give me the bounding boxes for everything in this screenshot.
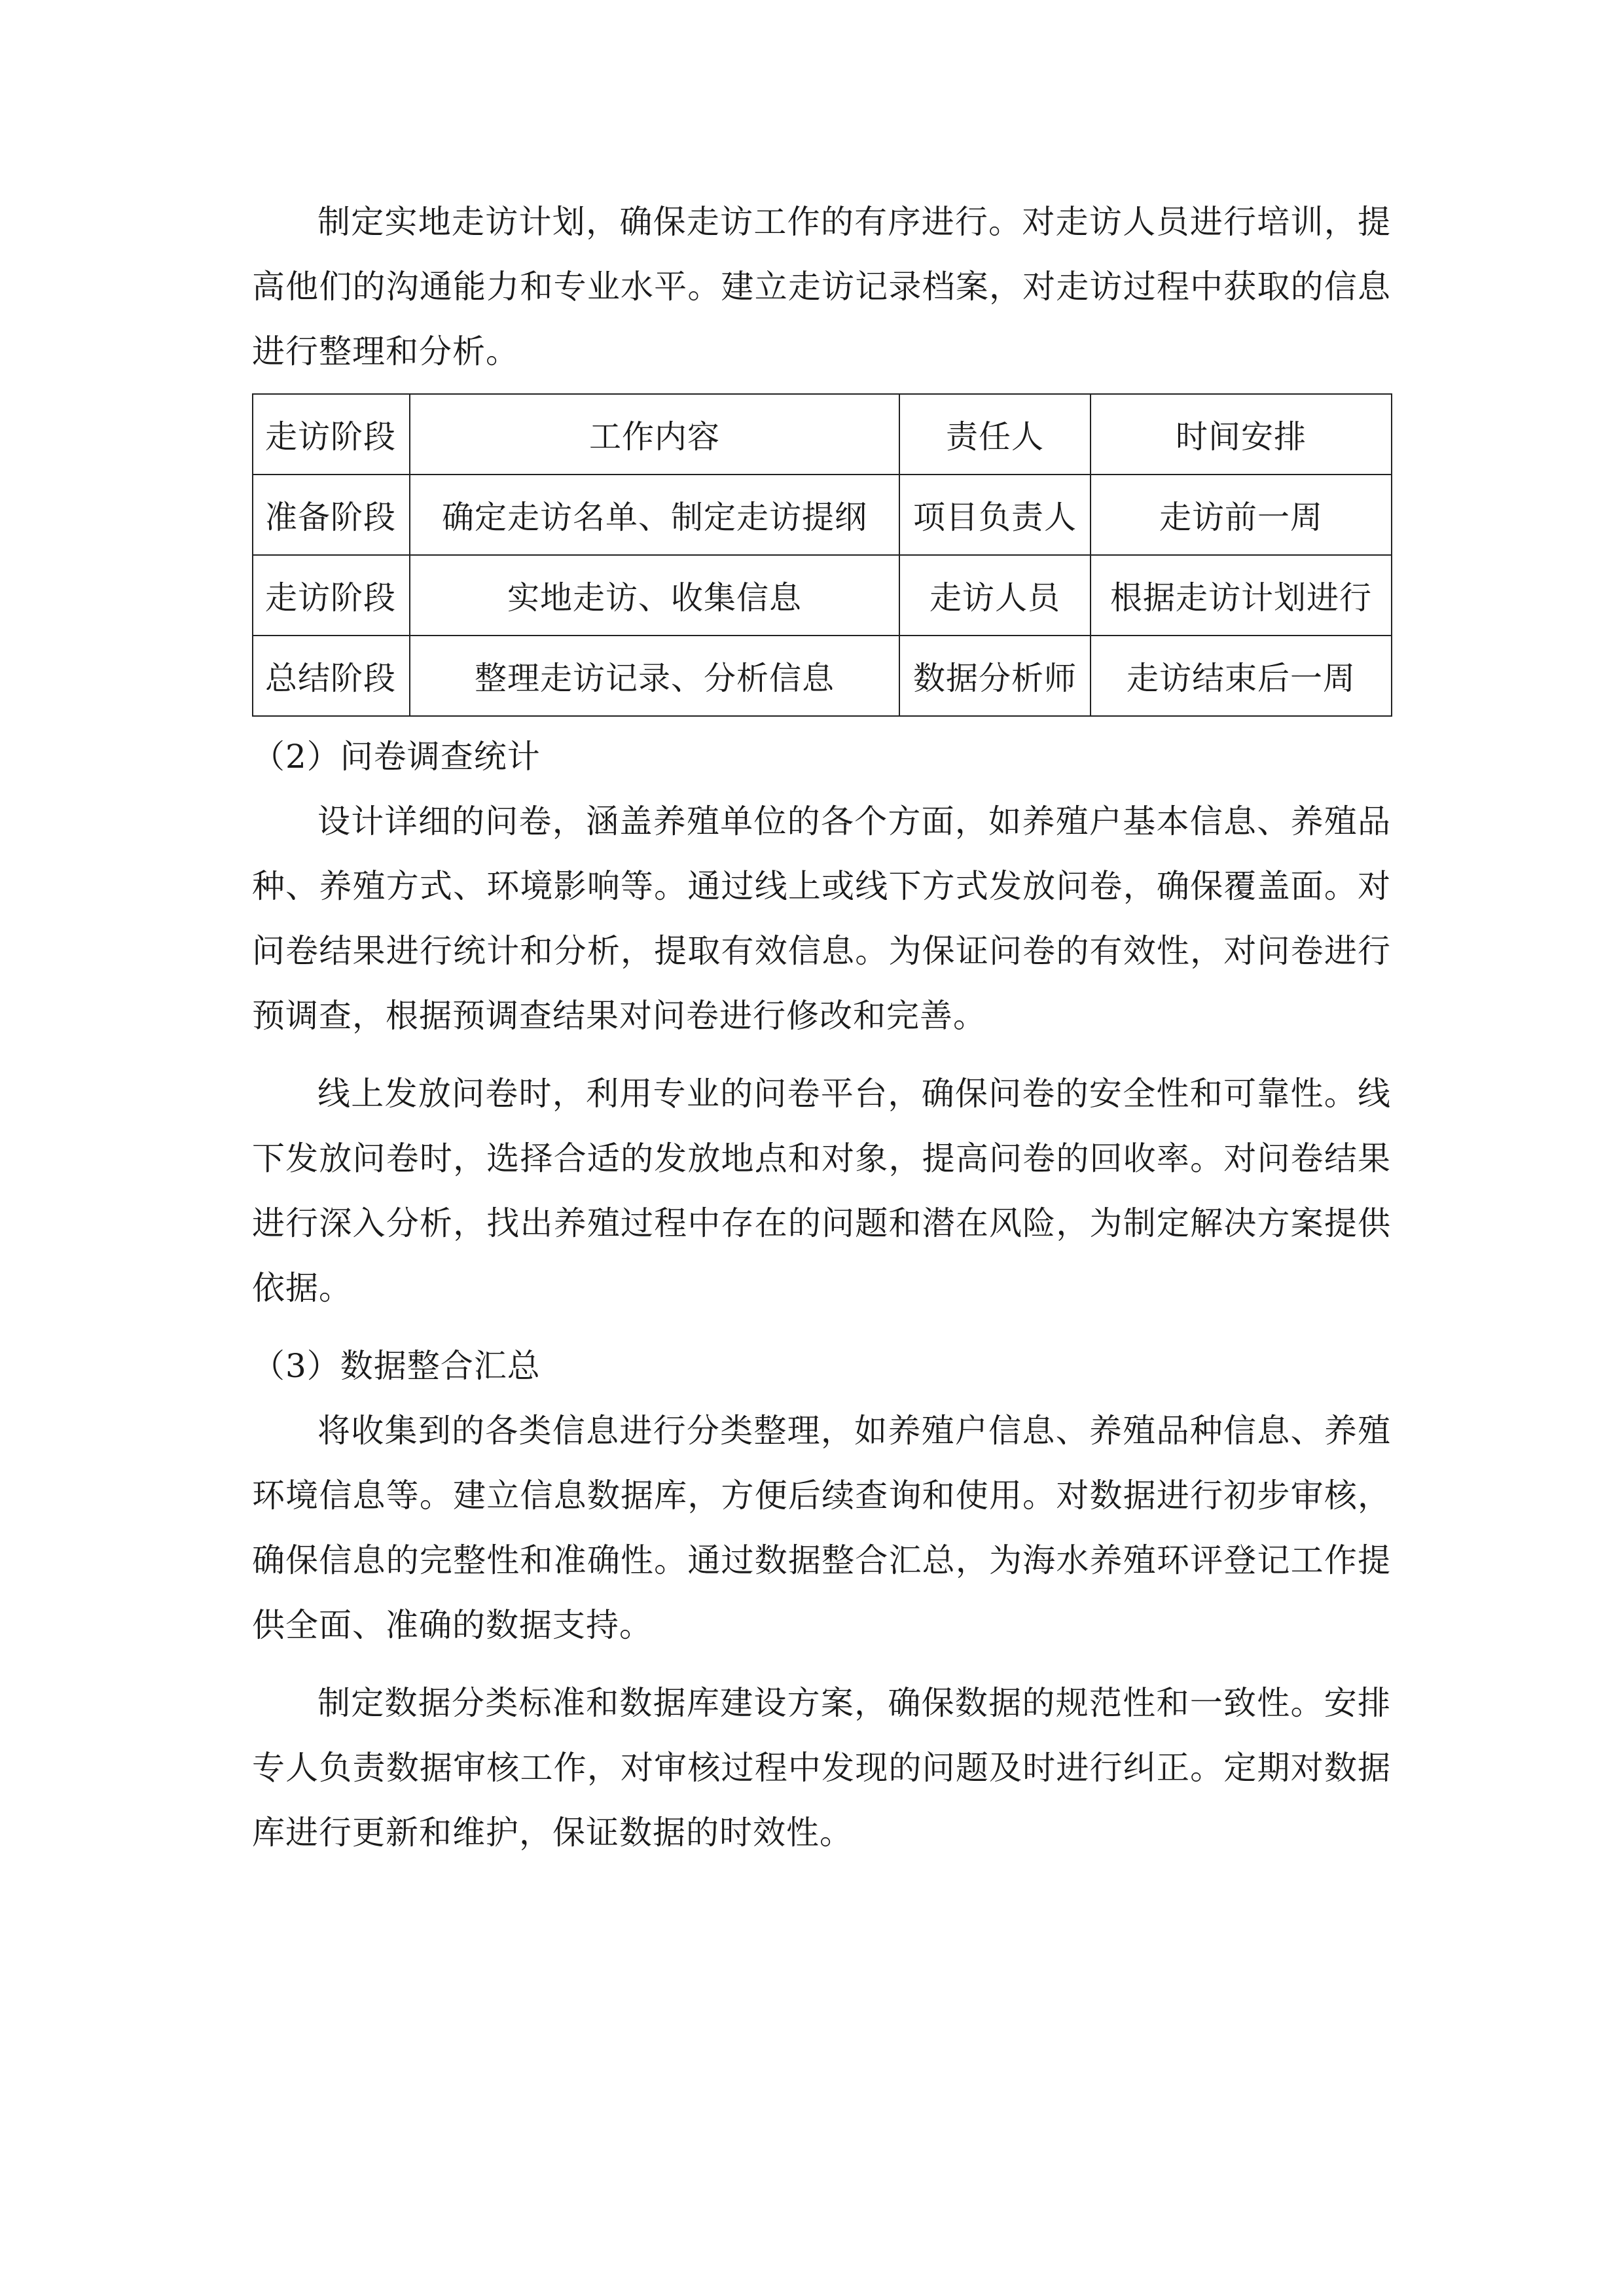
document-page (252, 190, 1391, 1865)
questionnaire-paragraph-1: 设计详细的问卷，涵盖养殖单位的各个方面，如养殖户基本信息、养殖品种、养殖方式、环境影响等。通过线上或线下方式发放问卷，确保覆盖面。对问卷结果进行统计和分析，提取有效信息。为保证问卷的有效性，对问卷进行预调查，根据预调查结果对问卷进行修改和完善。 (252, 802, 1391, 1035)
table-cell: 确定走访名单、制定走访提纲 (410, 475, 899, 555)
table-cell: 走访人员 (899, 555, 1091, 636)
table-row (253, 636, 1392, 716)
paragraph-spacer (252, 1658, 1391, 1671)
table-header-cell: 走访阶段 (253, 394, 410, 475)
table-header-cell: 时间安排 (1091, 394, 1392, 475)
table-cell: 走访前一周 (1091, 475, 1392, 555)
table-cell: 整理走访记录、分析信息 (410, 636, 899, 716)
visit-plan-table (252, 393, 1392, 717)
table-header-cell: 工作内容 (410, 394, 899, 475)
data-integration-paragraph-1: 将收集到的各类信息进行分类整理，如养殖户信息、养殖品种信息、养殖环境信息等。建立信息数据库，方便后续查询和使用。对数据进行初步审核，确保信息的完整性和准确性。通过数据整合汇总，为海水养殖环评登记工作提供全面、准确的数据支持。 (252, 1412, 1391, 1644)
section-heading-data-integration: （3）数据整合汇总 (252, 1347, 541, 1385)
paragraph-spacer (252, 1321, 1391, 1334)
table-row (253, 475, 1392, 555)
table-row (253, 555, 1392, 636)
table-cell: 总结阶段 (253, 636, 410, 716)
paragraph-spacer (252, 1049, 1391, 1062)
table-header-row (253, 394, 1392, 475)
section-heading-questionnaire: （2）问卷调查统计 (252, 738, 541, 776)
table-cell: 走访结束后一周 (1091, 636, 1392, 716)
table-cell: 根据走访计划进行 (1091, 555, 1392, 636)
table-header-cell: 责任人 (899, 394, 1091, 475)
table-cell: 项目负责人 (899, 475, 1091, 555)
table-cell: 准备阶段 (253, 475, 410, 555)
questionnaire-paragraph-2: 线上发放问卷时，利用专业的问卷平台，确保问卷的安全性和可靠性。线下发放问卷时，选择合适的发放地点和对象，提高问卷的回收率。对问卷结果进行深入分析，找出养殖过程中存在的问题和潜在风险，为制定解决方案提供依据。 (252, 1075, 1391, 1307)
table-cell: 实地走访、收集信息 (410, 555, 899, 636)
data-integration-paragraph-2: 制定数据分类标准和数据库建设方案，确保数据的规范性和一致性。安排专人负责数据审核工作，对审核过程中发现的问题及时进行纠正。定期对数据库进行更新和维护，保证数据的时效性。 (252, 1684, 1391, 1852)
table-cell: 走访阶段 (253, 555, 410, 636)
intro-paragraph: 制定实地走访计划，确保走访工作的有序进行。对走访人员进行培训，提高他们的沟通能力和专业水平。建立走访记录档案，对走访过程中获取的信息进行整理和分析。 (252, 203, 1391, 370)
table-cell: 数据分析师 (899, 636, 1091, 716)
